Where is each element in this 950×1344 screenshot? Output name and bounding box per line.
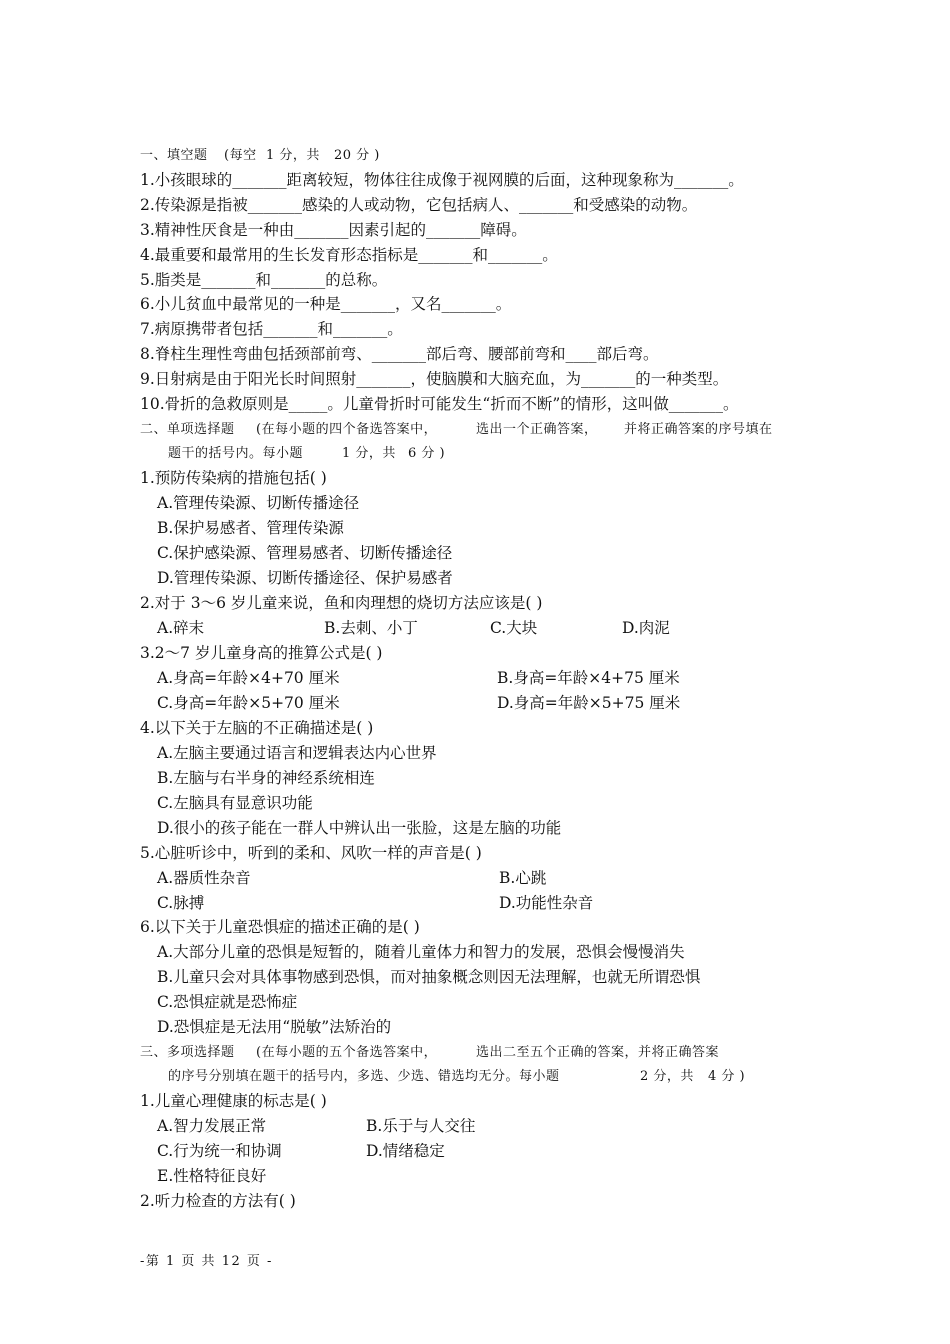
section-3-note: 的序号分别填在题干的括号内，多选、少选、错选均无分。每小题 bbox=[168, 1069, 560, 1084]
option: C.脉搏 bbox=[157, 894, 205, 912]
option: C.左脑具有显意识功能 bbox=[157, 794, 313, 812]
option: B.儿童只会对具体事物感到恐惧，而对抽象概念则因无法理解，也就无所谓恐惧 bbox=[157, 968, 701, 986]
multi-question: 1.儿童心理健康的标志是( ) bbox=[140, 1092, 327, 1110]
section-1-note: (每空 bbox=[224, 148, 257, 163]
option: D.恐惧症是无法用“脱敏”法矫治的 bbox=[157, 1018, 392, 1036]
fill-question: 3.精神性厌食是一种由_______因素引起的_______障碍。 bbox=[140, 221, 527, 239]
single-question: 4.以下关于左脑的不正确描述是( ) bbox=[140, 719, 374, 737]
section-2-note: 选出一个正确答案， bbox=[476, 422, 598, 437]
single-question: 1.预防传染病的措施包括( ) bbox=[140, 469, 327, 487]
section-1-note: 1 分，共 bbox=[266, 148, 320, 163]
option: B.保护易感者、管理传染源 bbox=[157, 519, 344, 537]
section-2-note: 1 分，共 bbox=[342, 446, 396, 461]
section-3-title: 三、多项选择题 bbox=[140, 1045, 235, 1060]
section-3-note: (在每小题的五个备选答案中， bbox=[256, 1045, 438, 1060]
single-question: 3.2～7 岁儿童身高的推算公式是( ) bbox=[140, 644, 383, 662]
fill-question: 8.脊柱生理性弯曲包括颈部前弯、_______部后弯、腰部前弯和____部后弯。 bbox=[140, 345, 659, 363]
option: A.左脑主要通过语言和逻辑表达内心世界 bbox=[157, 744, 437, 762]
section-2-note: (在每小题的四个备选答案中， bbox=[256, 422, 438, 437]
fill-question: 7.病原携带者包括_______和_______。 bbox=[140, 320, 403, 338]
option: D.管理传染源、切断传播途径、保护易感者 bbox=[157, 569, 453, 587]
page-footer: -第 1 页 共 12 页 - bbox=[140, 1254, 273, 1269]
section-1-title: 一、填空题 bbox=[140, 148, 208, 163]
option: C.大块 bbox=[490, 619, 538, 637]
option: E.性格特征良好 bbox=[157, 1167, 267, 1185]
fill-question: 2.传染源是指被_______感染的人或动物，它包括病人、_______和受感染的动物。 bbox=[140, 196, 698, 214]
option: A.大部分儿童的恐惧是短暂的，随着儿童体力和智力的发展，恐惧会慢慢消失 bbox=[157, 943, 685, 961]
fill-question: 1.小孩眼球的_______距离较短，物体往往成像于视网膜的后面，这种现象称为_______。 bbox=[140, 171, 744, 189]
option: D.身高=年龄×5+75 厘米 bbox=[497, 694, 681, 712]
option: C.恐惧症就是恐怖症 bbox=[157, 993, 298, 1011]
section-1-note: 20 分 ) bbox=[334, 148, 380, 163]
option: D.情绪稳定 bbox=[366, 1142, 445, 1160]
fill-question: 9.日射病是由于阳光长时间照射_______，使脑膜和大脑充血，为_______的一种类型。 bbox=[140, 370, 729, 388]
section-2-note: 6 分 ) bbox=[408, 446, 446, 461]
single-question: 2.对于 3～6 岁儿童来说，鱼和肉理想的烧切方法应该是( ) bbox=[140, 594, 543, 612]
option: C.保护感染源、管理易感者、切断传播途径 bbox=[157, 544, 453, 562]
fill-question: 10.骨折的急救原则是_____。儿童骨折时可能发生“折而不断”的情形，这叫做_______。 bbox=[140, 395, 739, 413]
fill-question: 4.最重要和最常用的生长发育形态指标是_______和_______。 bbox=[140, 246, 558, 264]
section-2-note: 题干的括号内。每小题 bbox=[168, 446, 304, 461]
option: B.左脑与右半身的神经系统相连 bbox=[157, 769, 375, 787]
option: A.智力发展正常 bbox=[157, 1117, 267, 1135]
option: A.碎末 bbox=[157, 619, 205, 637]
fill-question: 6.小儿贫血中最常见的一种是_______，又名_______。 bbox=[140, 295, 512, 313]
section-2-note: 并将正确答案的序号填在 bbox=[624, 422, 773, 437]
option: A.管理传染源、切断传播途径 bbox=[157, 494, 360, 512]
option: B.乐于与人交往 bbox=[366, 1117, 476, 1135]
option: B.心跳 bbox=[499, 869, 547, 887]
option: D.肉泥 bbox=[622, 619, 670, 637]
section-3-note: 2 分，共 bbox=[640, 1069, 694, 1084]
option: C.身高=年龄×5+70 厘米 bbox=[157, 694, 340, 712]
single-question: 6.以下关于儿童恐惧症的描述正确的是( ) bbox=[140, 918, 420, 936]
section-3-note: 4 分 ) bbox=[708, 1069, 746, 1084]
single-question: 5.心脏听诊中，听到的柔和、风吹一样的声音是( ) bbox=[140, 844, 482, 862]
option: A.器质性杂音 bbox=[157, 869, 251, 887]
option: D.功能性杂音 bbox=[499, 894, 594, 912]
section-3-note: 选出二至五个正确的答案，并将正确答案 bbox=[476, 1045, 720, 1060]
section-2-title: 二、单项选择题 bbox=[140, 422, 235, 437]
option: D.很小的孩子能在一群人中辨认出一张脸，这是左脑的功能 bbox=[157, 819, 562, 837]
multi-question: 2.听力检查的方法有( ) bbox=[140, 1192, 296, 1210]
option: C.行为统一和协调 bbox=[157, 1142, 282, 1160]
option: B.身高=年龄×4+75 厘米 bbox=[497, 669, 680, 687]
option: A.身高=年龄×4+70 厘米 bbox=[157, 669, 340, 687]
option: B.去刺、小丁 bbox=[324, 619, 418, 637]
fill-question: 5.脂类是_______和_______的总称。 bbox=[140, 271, 388, 289]
